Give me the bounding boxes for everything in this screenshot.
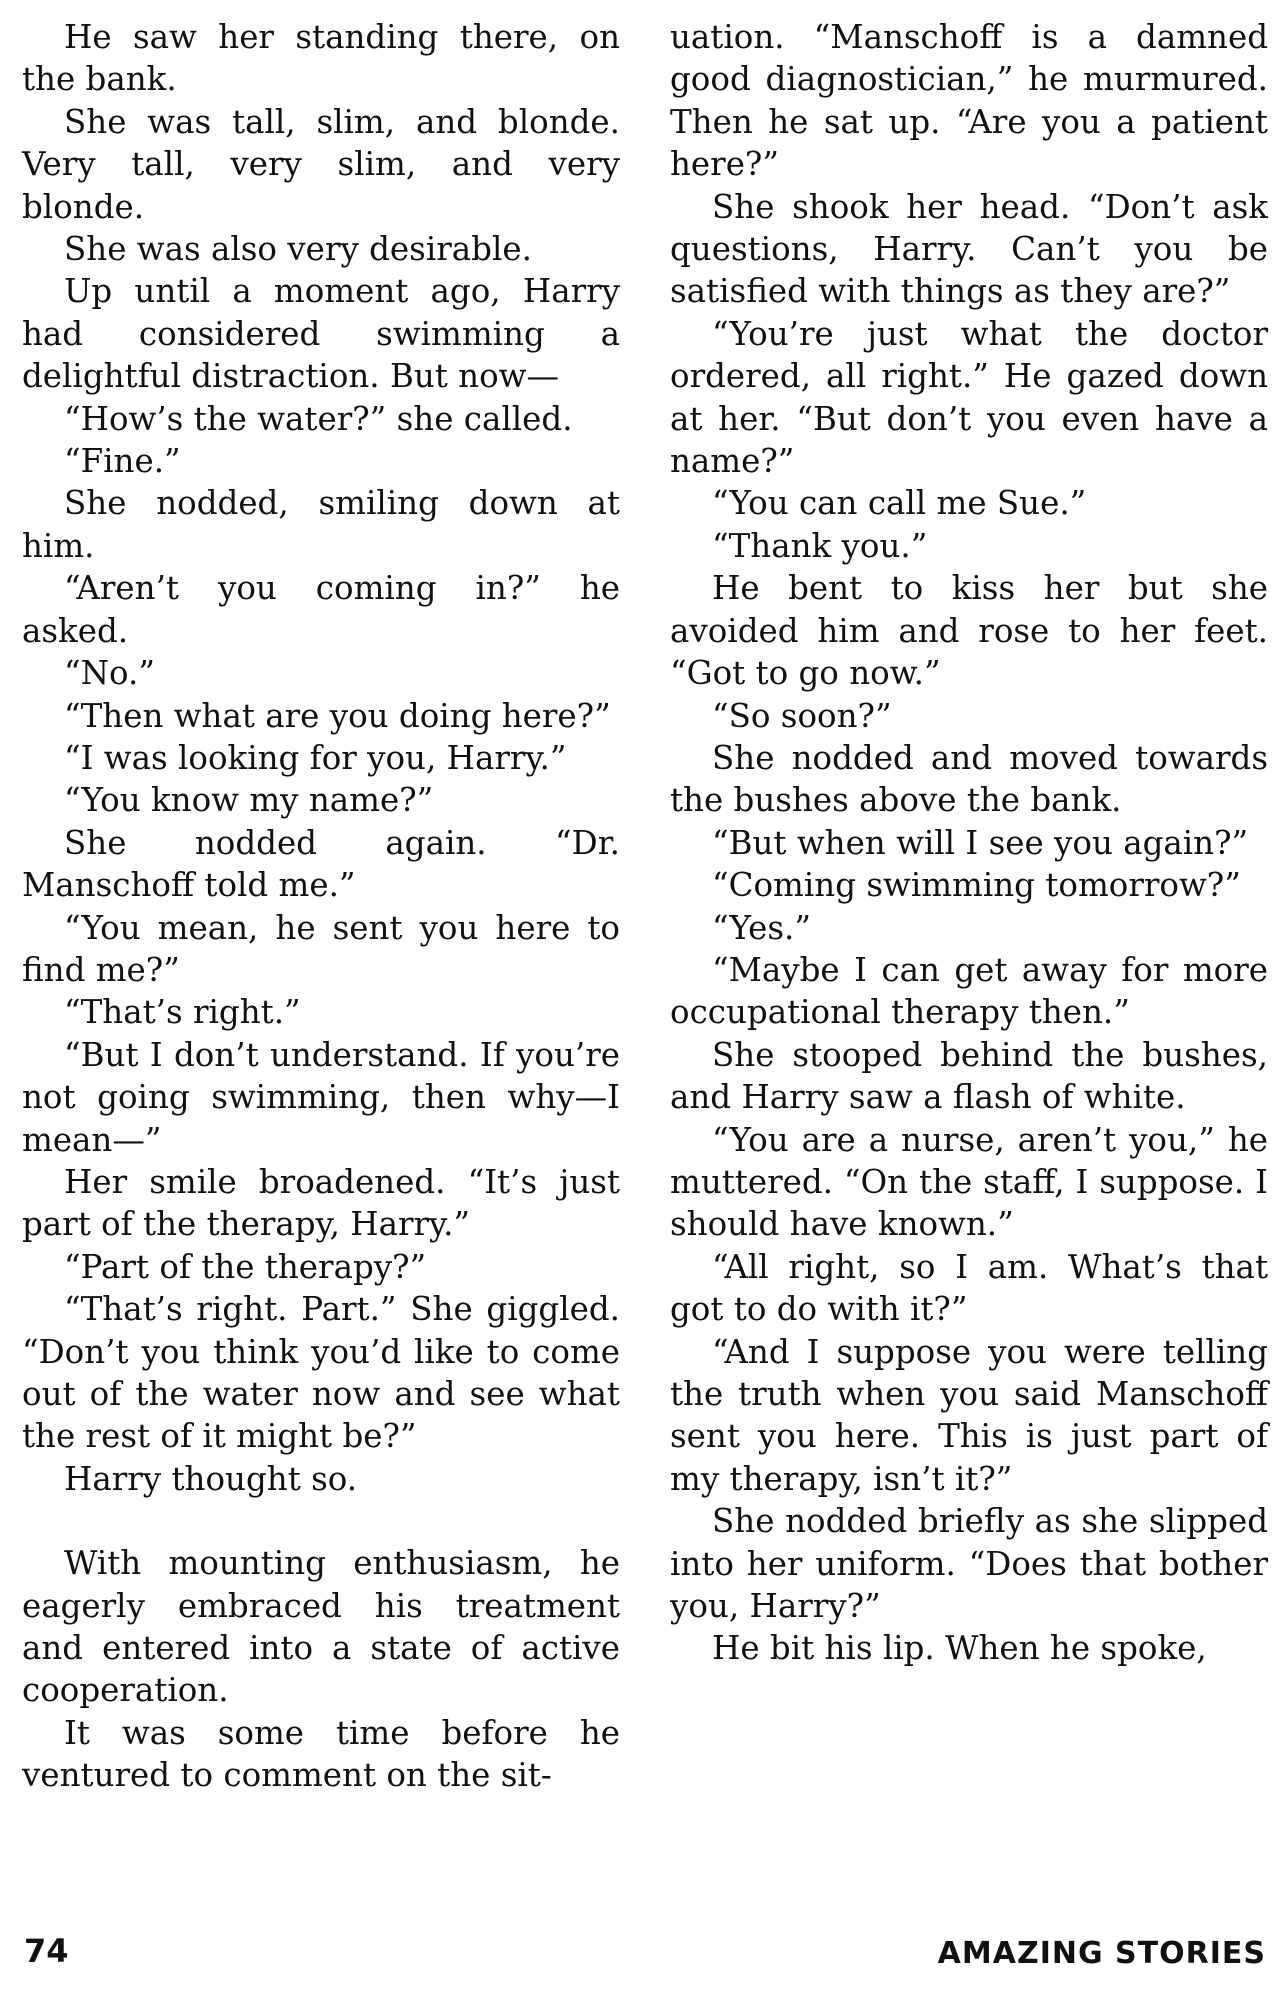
page-number: 74 <box>24 1932 69 1970</box>
paragraph: “Coming swimming tomorrow?” <box>712 866 1241 905</box>
paragraph: “Aren’t you coming in?” he asked. <box>22 569 620 650</box>
paragraph: It was some time before he ventured to comment on the sit- <box>22 1713 620 1795</box>
paragraph: “Part of the therapy?” <box>64 1247 427 1286</box>
paragraph: “You know my name?” <box>64 781 434 820</box>
paragraph: “Fine.” <box>64 442 181 481</box>
paragraph: She was tall, slim, and blonde. Very tall, very slim, and very blonde. <box>22 102 620 226</box>
paragraph: She stooped behind the bushes, and Harry saw a flash of white. <box>670 1035 1268 1117</box>
paragraph: He saw her standing there, on the bank. <box>22 18 620 99</box>
paragraph: Harry thought so. <box>64 1459 358 1498</box>
paragraph: He bit his lip. When he spoke, <box>712 1629 1207 1668</box>
left-column <box>22 16 620 1797</box>
paragraph: Up until a moment ago, Harry had considered swimming a delightful distraction. But now— <box>22 272 620 396</box>
paragraph: “But when will I see you again?” <box>712 823 1249 862</box>
paragraph: Her smile broadened. “It’s just part of the therapy, Harry.” <box>22 1162 620 1244</box>
paragraph: “All right, so I am. What’s that got to do with it?” <box>670 1247 1268 1329</box>
paragraph: “Maybe I can get away for more occupational therapy then.” <box>670 950 1268 1032</box>
paragraph: She nodded, smiling down at him. <box>22 484 620 565</box>
paragraph: “That’s right. Part.” She giggled. “Don’t you think you’d like to come out of the water now and see what the rest of it might be?” <box>22 1290 620 1456</box>
paragraph: “You mean, he sent you here to find me?” <box>22 908 620 989</box>
paragraph: He bent to kiss her but she avoided him and rose to her feet. “Got to go now.” <box>670 569 1268 693</box>
continued-paragraph: uation. “Manschoff is a damned good diagnostician,” he murmured. Then he sat up. “Are you a patient here?” <box>670 18 1268 184</box>
paragraph: “Thank you.” <box>712 526 928 565</box>
paragraph: She nodded briefly as she slipped into her uniform. “Does that bother you, Harry?” <box>670 1502 1268 1626</box>
paragraph: She nodded again. “Dr. Manschoff told me.” <box>22 823 620 905</box>
paragraph: “So soon?” <box>712 696 892 735</box>
paragraph: “I was looking for you, Harry.” <box>64 738 567 777</box>
paragraph: She shook her head. “Don’t ask questions, Harry. Can’t you be satisfied with things as they are?” <box>670 187 1268 311</box>
paragraph: “That’s right.” <box>64 993 301 1032</box>
paragraph: “But I don’t understand. If you’re not going swimming, then why—I mean—” <box>22 1035 620 1159</box>
paragraph: “You are a nurse, aren’t you,” he muttered. “On the staff, I suppose. I should have known.” <box>670 1120 1268 1244</box>
paragraph: She was also very desirable. <box>64 230 532 269</box>
paragraph: She nodded and moved towards the bushes above the bank. <box>670 738 1268 820</box>
paragraph: “Then what are you doing here?” <box>64 696 611 735</box>
paragraph: “How’s the water?” she called. <box>64 399 573 438</box>
paragraph: “No.” <box>64 654 155 693</box>
paragraph: “You can call me Sue.” <box>712 484 1087 523</box>
paragraph: “Yes.” <box>712 908 812 947</box>
right-column <box>670 16 1268 1670</box>
magazine-title: AMAZING STORIES <box>937 1936 1266 1971</box>
paragraph: “And I suppose you were telling the truth when you said Manschoff sent you here. This is just part of my therapy, isn’t it?” <box>670 1332 1268 1498</box>
paragraph: With mounting enthusiasm, he eagerly embraced his treatment and entered into a state of active cooperation. <box>22 1544 620 1710</box>
paragraph: “You’re just what the doctor ordered, all right.” He gazed down at her. “But don’t you even have a name?” <box>670 314 1268 481</box>
